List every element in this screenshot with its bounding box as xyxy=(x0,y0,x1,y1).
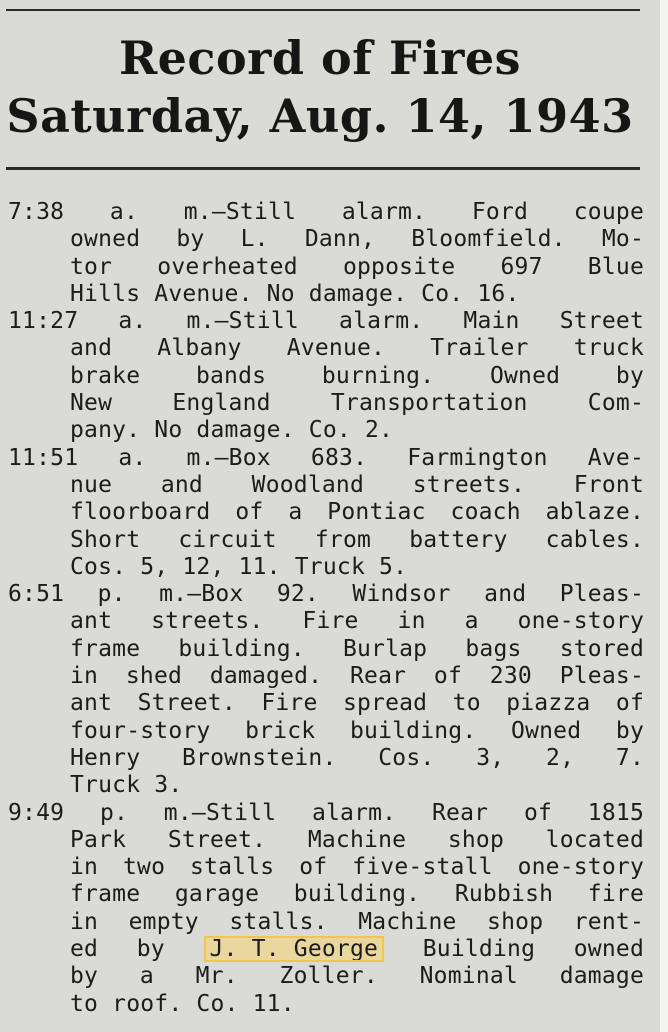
entry-line: brake bands burning. Owned by xyxy=(70,362,644,389)
entry-line: New England Transportation Com- xyxy=(70,390,644,417)
entry-text: Building owned xyxy=(422,936,644,963)
fire-record-list xyxy=(8,199,644,1018)
top-rule xyxy=(6,9,640,11)
entry-line: pany. No damage. Co. 2. xyxy=(70,417,394,444)
fire-entry-1127 xyxy=(8,308,644,444)
entry-line: in shed damaged. Rear of 230 Pleas- xyxy=(70,663,644,690)
entry-line: Park Street. Machine shop located xyxy=(70,826,644,853)
entry-line: 9:49 p. m.—Still alarm. Rear of 1815 xyxy=(8,799,644,826)
entry-line: Hills Avenue. No damage. Co. 16. xyxy=(70,280,520,307)
page-edge xyxy=(660,0,668,1032)
entry-line: ant Street. Fire spread to piazza of xyxy=(70,690,644,717)
entry-line: Truck 3. xyxy=(70,772,183,799)
fire-entry-0949 xyxy=(8,800,644,1018)
entry-line: Henry Brownstein. Cos. 3, 2, 7. xyxy=(70,744,644,771)
entry-line: Cos. 5, 12, 11. Truck 5. xyxy=(70,553,408,580)
fire-entry-1151 xyxy=(8,445,644,581)
entry-line-with-highlight xyxy=(8,936,644,963)
entry-line: frame building. Burlap bags stored xyxy=(70,635,644,662)
entry-text: ed by xyxy=(70,936,165,963)
entry-line: tor overheated opposite 697 Blue xyxy=(70,253,644,280)
entry-line: owned by L. Dann, Bloomfield. Mo- xyxy=(70,226,644,253)
entry-line: Short circuit from battery cables. xyxy=(70,526,644,553)
entry-line: in two stalls of five-stall one-story xyxy=(70,854,644,881)
highlighted-name: J. T. George xyxy=(206,938,383,960)
entry-line: 11:27 a. m.—Still alarm. Main Street xyxy=(8,308,644,335)
entry-line: by a Mr. Zoller. Nominal damage xyxy=(70,963,644,990)
entry-line: floorboard of a Pontiac coach ablaze. xyxy=(70,499,644,526)
entry-line: 7:38 a. m.—Still alarm. Ford coupe xyxy=(8,199,644,225)
entry-line: and Albany Avenue. Trailer truck xyxy=(70,335,644,362)
headline-rule xyxy=(6,167,640,170)
entry-line: 11:51 a. m.—Box 683. Farmington Ave- xyxy=(8,444,644,471)
entry-line: frame garage building. Rubbish fire xyxy=(70,881,644,908)
fire-entry-0651 xyxy=(8,581,644,799)
entry-line: to roof. Co. 11. xyxy=(70,990,295,1017)
fire-entry-0738 xyxy=(8,199,644,308)
entry-line: four-story brick building. Owned by xyxy=(70,717,644,744)
entry-line: ant streets. Fire in a one-story xyxy=(70,608,644,635)
headline-date: Saturday, Aug. 14, 1943 xyxy=(6,89,634,143)
entry-line: 6:51 p. m.—Box 92. Windsor and Pleas- xyxy=(8,581,644,608)
headline-title: Record of Fires xyxy=(118,31,522,85)
entry-line: in empty stalls. Machine shop rent- xyxy=(70,908,644,935)
entry-line: nue and Woodland streets. Front xyxy=(70,471,644,498)
